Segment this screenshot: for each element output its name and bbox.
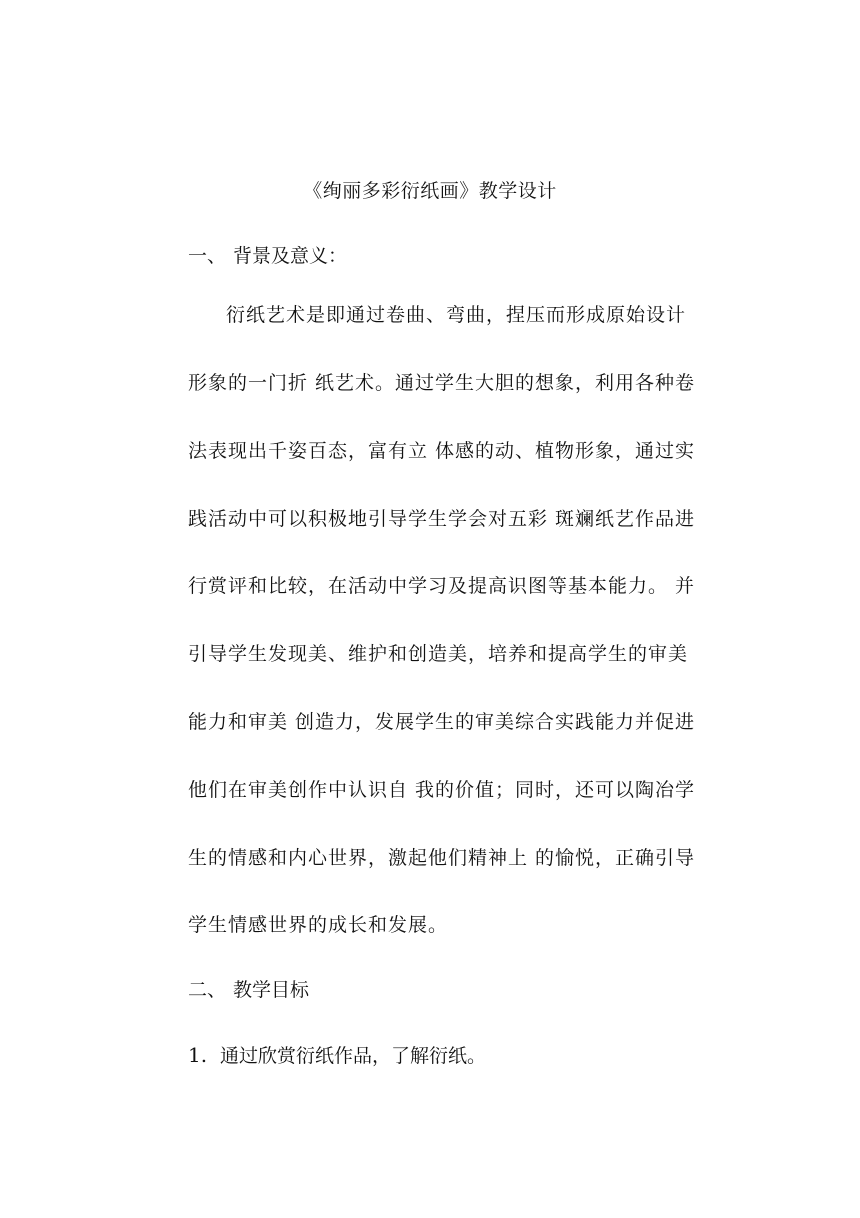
section-heading-text: 教学目标 xyxy=(233,979,310,1001)
paragraph-line: 法表现出千姿百态，富有立 体感的动、植物形象，通过实 xyxy=(188,440,696,462)
paragraph-line: 学生情感世界的成长和发展。 xyxy=(188,914,449,936)
list-item-text: 通过欣赏衍纸作品，了解衍纸。 xyxy=(220,1045,487,1067)
paragraph-line: 能力和审美 创造力，发展学生的审美综合实践能力并促进 xyxy=(188,711,696,733)
list-item xyxy=(188,1041,486,1068)
section-heading-text: 背景及意义： xyxy=(233,245,348,267)
list-item-number: 1. xyxy=(188,1043,208,1067)
paragraph-line: 形象的一门折 纸艺术。通过学生大胆的想象，利用各种卷 xyxy=(188,372,696,394)
paragraph-line: 生的情感和内心世界，激起他们精神上 的愉悦，正确引导 xyxy=(188,847,696,869)
paragraph-line: 引导学生发现美、维护和创造美，培养和提高学生的审美 xyxy=(188,643,689,665)
paragraph-line: 践活动中可以积极地引导学生学会对五彩 斑斓纸艺作品进 xyxy=(188,508,696,530)
section-number: 二、 xyxy=(188,979,227,1001)
section-heading-background xyxy=(188,241,347,268)
paragraph-line: 他们在审美创作中认识自 我的价值；同时，还可以陶冶学 xyxy=(188,779,696,801)
paragraph-line: 行赏评和比较，在活动中学习及提高识图等基本能力。 并 xyxy=(188,575,696,597)
document-title: 《绚丽多彩衍纸画》教学设计 xyxy=(303,180,557,202)
section-number: 一、 xyxy=(188,245,227,267)
paragraph-line: 衍纸艺术是即通过卷曲、弯曲，捏压而形成原始设计 xyxy=(226,304,687,326)
section-heading-objectives xyxy=(188,975,309,1002)
